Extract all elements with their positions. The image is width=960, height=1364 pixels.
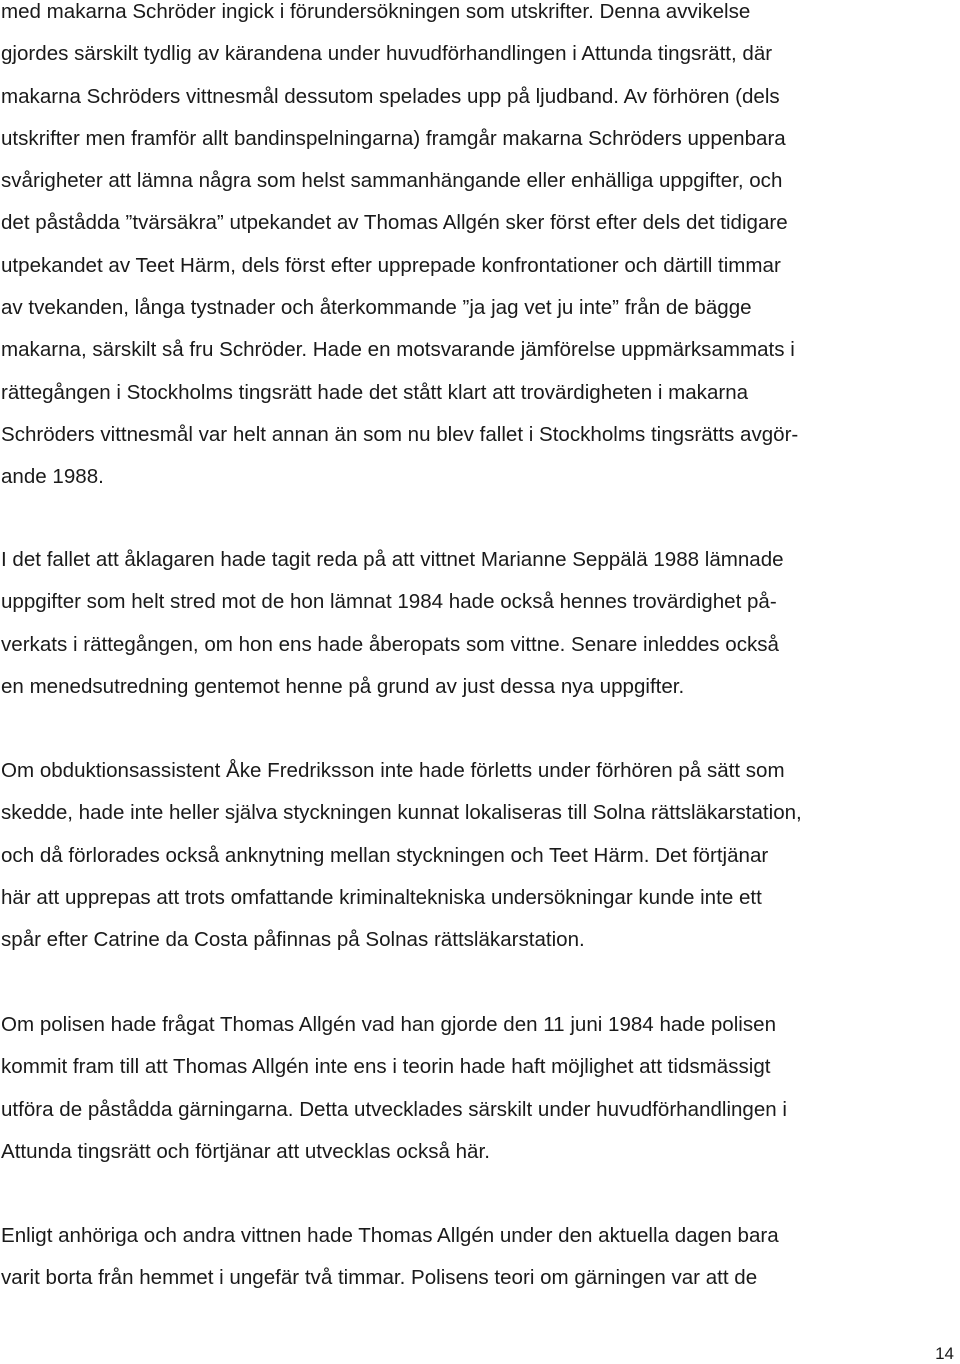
paragraph-2 [1,539,959,708]
text-line: utskrifter men framför allt bandinspelningarna) framgår makarna Schröders uppenbara [1,126,786,150]
text-line: det påstådda ”tvärsäkra” utpekandet av Thomas Allgén sker först efter dels det tidigare [1,211,788,235]
text-line: här att upprepas att trots omfattande kriminaltekniska undersökningar kunde inte ett [1,885,762,909]
text-line: I det fallet att åklagaren hade tagit reda på att vittnet Marianne Seppälä 1988 lämnade [1,548,784,571]
text-line: kommit fram till att Thomas Allgén inte ens i teorin hade haft möjlighet att tidsmässigt [1,1055,771,1079]
text-line: Attunda tingsrätt och förtjänar att utvecklas också här. [1,1139,490,1163]
paragraph-4 [1,1004,959,1173]
text-line: Om obduktionsassistent Åke Fredriksson inte hade förletts under förhören på sätt som [1,759,785,782]
text-line: spår efter Catrine da Costa påfinnas på Solnas rättsläkarstation. [1,928,585,952]
text-line: makarna Schröders vittnesmål dessutom spelades upp på ljudband. Av förhören (dels [1,84,780,108]
text-line: utföra de påstådda gärningarna. Detta utvecklades särskilt under huvudförhandlingen i [1,1097,788,1121]
paragraph-3 [1,750,959,961]
text-line: gjordes särskilt tydlig av kärandena under huvudförhandlingen i Attunda tingsrätt, där [1,42,773,66]
text-line: ande 1988. [1,465,104,489]
text-line: en menedsutredning gentemot henne på grund av just dessa nya uppgifter. [1,674,685,698]
text-line: av tvekanden, långa tystnader och återkommande ”ja jag vet ju inte” från de bägge [1,296,752,320]
text-line: makarna, särskilt så fru Schröder. Hade en motsvarande jämförelse uppmärksammats i [1,338,795,362]
page-number: 14 [935,1344,954,1363]
text-line: uppgifter som helt stred mot de hon lämnat 1984 hade också hennes trovärdighet på- [1,590,777,614]
text-line: svårigheter att lämna några som helst sammanhängande eller enhälliga uppgifter, och [1,169,783,193]
paragraph-1 [1,0,959,499]
text-line: och då förlorades också anknytning mellan styckningen och Teet Härm. Det förtjänar [1,843,769,867]
text-line: verkats i rättegången, om hon ens hade åberopats som vittne. Senare inleddes också [1,632,779,656]
text-line: skedde, hade inte heller själva styckningen kunnat lokaliseras till Solna rättsläkarstation, [1,801,802,825]
text-line: med makarna Schröder ingick i förundersökningen som utskrifter. Denna avvikelse [1,0,751,23]
text-line: varit borta från hemmet i ungefär två timmar. Polisens teori om gärningen var att de [1,1266,758,1290]
text-line: Om polisen hade frågat Thomas Allgén vad han gjorde den 11 juni 1984 hade polisen [1,1013,777,1036]
text-line: Enligt anhöriga och andra vittnen hade Thomas Allgén under den aktuella dagen bara [1,1224,779,1247]
text-line: rättegången i Stockholms tingsrätt hade det stått klart att trovärdigheten i makarna [1,380,749,404]
paragraph-5 [1,1215,959,1300]
text-line: utpekandet av Teet Härm, dels först efter upprepade konfrontationer och därtill timmar [1,253,781,277]
text-line: Schröders vittnesmål var helt annan än som nu blev fallet i Stockholms tingsrätts avgör- [1,422,799,446]
